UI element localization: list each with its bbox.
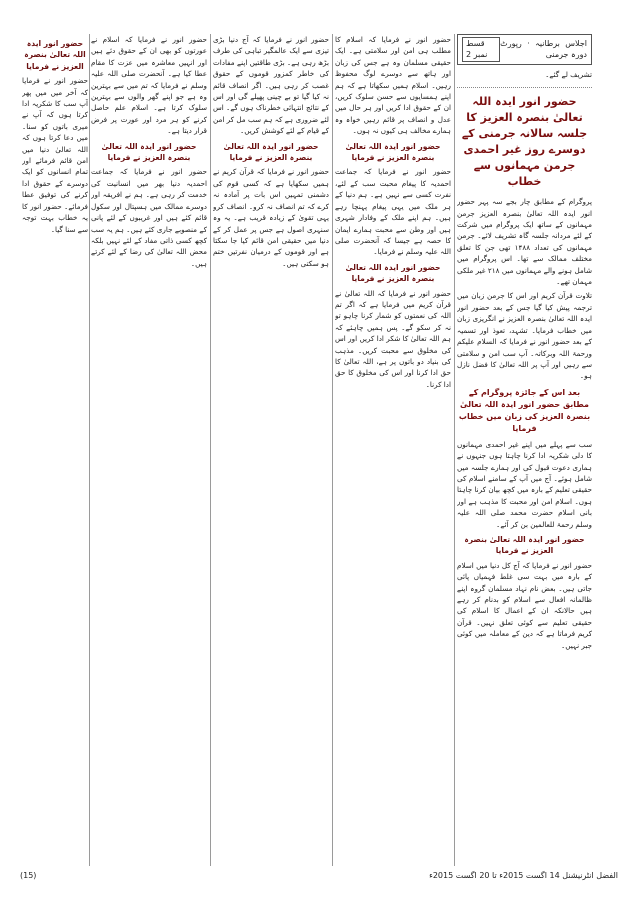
column-rule (89, 34, 90, 866)
paragraph: حضور انور نے فرمایا کہ اللہ تعالیٰ نے قرآن کریم میں فرمایا ہے کہ اگر تم اللہ کی نعمتوں کو شمار کرنا چاہو تو نہ کر سکو گے۔ پس ہمیں چاہئے کہ ہم اللہ تعالیٰ کا شکر ادا کریں اور اس کی مخلوق سے محبت کریں۔ مذہب کی بنیاد دو باتوں پر ہے، اللہ تعالیٰ کا حق ادا کرنا اور اس کی مخلوق کا حق ادا کرنا۔ (335, 288, 451, 389)
column-3 (213, 34, 329, 866)
series-title: اجلاس برطانیہ · رپورٹ دورہ جرمنی (500, 39, 587, 60)
column-2 (335, 34, 451, 866)
paragraph: حضور انور نے فرمایا کہ آخر میں میں پھر آپ سب کا شکریہ ادا کرتا ہوں کہ آپ نے میری باتوں کو سنا۔ میں دعا کرتا ہوں کہ اللہ تعالیٰ دنیا میں امن قائم فرمائے اور تمام انسانوں کو ایک دوسرے کے حقوق ادا کرنے کی توفیق عطا فرمائے۔ حضور انور کا یہ خطاب بہت توجہ سے سنا گیا۔ (22, 76, 88, 234)
column-4 (91, 34, 207, 866)
paragraph: تلاوت قرآن کریم اور اس کا جرمن زبان میں ترجمہ پیش کیا گیا جس کے بعد حضور انور ایدہ اللہ تعالیٰ بنصرہ العزیز نے انگریزی زبان میں خطاب فرمایا۔ تشہد، تعوذ اور تسمیہ کے بعد حضور انور نے فرمایا کہ السلام علیکم ورحمۃ اللہ وبرکاتہ۔ آپ سب امن و سلامتی سے رہیں اور آپ پر اللہ تعالیٰ کا فضل نازل ہو۔ (457, 291, 592, 381)
paragraph: حضور انور نے فرمایا کہ آج کل دنیا میں اسلام کے بارہ میں بہت سی غلط فہمیاں پائی جاتی ہیں۔ بعض نام نہاد مسلمان گروہ اپنے ظالمانہ افعال سے اسلام کو بدنام کر رہے ہیں حالانکہ ان کے اعمال کا اسلام کی حقیقی تعلیم سے کوئی تعلق نہیں۔ قرآن کریم فرماتا ہے کہ دین کے معاملہ میں کوئی جبر نہیں۔ (457, 560, 592, 650)
paragraph: سب سے پہلے میں اپنے غیر احمدی مہمانوں کا دلی شکریہ ادا کرنا چاہتا ہوں جنہوں نے ہماری دعوت قبول کی اور ہمارے جلسہ میں شامل ہوئے۔ آج میں آپ کے سامنے اسلام کی حقیقی تعلیم کے بارہ میں کچھ بیان کرنا چاہتا ہوں۔ اسلام امن اور محبت کا مذہب ہے اور بانی اسلام حضرت محمد صلی اللہ علیہ وسلم رحمۃ للعالمین بن کر آئے۔ (457, 439, 592, 529)
lead-text: تشریف لے گئے۔ (545, 69, 592, 79)
main-headline: حضور انور ایدہ اللہ تعالیٰ بنصرہ العزیز کا جلسہ سالانہ جرمنی کے دوسرے روز غیر احمدی جرمن مہمانوں سے خطاب (461, 95, 588, 189)
divider (457, 86, 592, 88)
subheading: حضور انور ایدہ اللہ تعالیٰ بنصرہ العزیز نے فرمایا (24, 39, 86, 71)
issue-info: الفضل انٹرنیشنل 14 اگست 2015ء تا 20 اگست 2015ء (429, 870, 618, 880)
paragraph: حضور انور نے فرمایا کہ اسلام نے عورتوں کو بھی ان کے حقوق دئے ہیں اور انہیں معاشرہ میں عزت کا مقام عطا کیا ہے۔ آنحضرت صلی اللہ علیہ وسلم نے فرمایا کہ تم میں سے بہترین وہ ہے جو اپنے گھر والوں سے بہترین سلوک کرتا ہے۔ اسلام علم حاصل کرنے کو ہر مرد اور عورت پر فرض قرار دیتا ہے۔ (91, 35, 207, 136)
paragraph: حضور انور نے فرمایا کہ جماعت احمدیہ کا پیغام محبت سب کے لئے، نفرت کسی سے نہیں ہے۔ ہم دنیا کے ہر ملک میں یہی پیغام پہنچا رہے ہیں۔ ہم اپنے ملک کے وفادار شہری ہیں اور وطن سے محبت ہمارے ایمان کا حصہ ہے جیسا کہ آنحضرت صلی اللہ علیہ وسلم نے فرمایا۔ (335, 167, 451, 257)
subheading: حضور انور ایدہ اللہ تعالیٰ بنصرہ العزیز نے فرمایا (101, 141, 197, 163)
column-rule (454, 34, 455, 866)
page-footer (20, 868, 618, 882)
column-rule (210, 34, 211, 866)
column-5 (22, 34, 88, 866)
secondary-headline: بعد اس کے جائزہ پروگرام کے مطابق حضور انور ایدہ اللہ تعالیٰ بنصرہ العزیز کی زبان میں خطاب فرمایا (458, 387, 591, 433)
subheading: حضور انور ایدہ اللہ تعالیٰ بنصرہ العزیز نے فرمایا (345, 141, 441, 163)
column-1 (457, 34, 592, 866)
page-number: (15) (20, 870, 37, 880)
paragraph: حضور انور نے فرمایا کہ قرآن کریم نے ہمیں سکھایا ہے کہ کسی قوم کی دشمنی تمہیں اس بات پر آمادہ نہ کرے کہ تم انصاف نہ کرو۔ انصاف کرو یہی تقویٰ کے زیادہ قریب ہے۔ یہ وہ سنہری اصول ہے جس پر عمل کر کے دنیا میں حقیقی امن قائم کیا جا سکتا ہے اور قوموں کے درمیان نفرتیں ختم ہو سکتی ہیں۔ (213, 167, 329, 268)
column-rule (332, 34, 333, 866)
subheading: حضور انور ایدہ اللہ تعالیٰ بنصرہ العزیز نے فرمایا (345, 262, 441, 284)
paragraph: حضور انور نے فرمایا کہ اسلام کا مطلب ہی امن اور سلامتی ہے۔ ایک حقیقی مسلمان وہ ہے جس کی زبان اور ہاتھ سے دوسرے لوگ محفوظ رہیں۔ اسلام ہمیں سکھاتا ہے کہ ہم اپنے ہمسایوں سے حسن سلوک کریں، ان کے حقوق ادا کریں اور ہر حال میں عدل و انصاف پر قائم رہیں خواہ وہ ہمارے مخالف ہی کیوں نہ ہوں۔ (335, 35, 451, 136)
paragraph: پروگرام کے مطابق چار بجے سہ پہر حضور انور ایدہ اللہ تعالیٰ بنصرہ العزیز جرمن مہمانوں کے ساتھ ایک پروگرام میں شرکت کے لئے مردانہ جلسہ گاہ تشریف لائے۔ جرمن مہمانوں کی تعداد ۱۴۸۸ تھی جن کا تعلق مختلف ممالک سے تھا۔ اس پروگرام میں شامل ہونے والے مہمانوں میں ۲۱۸ غیر ملکی مہمان تھے۔ (457, 197, 592, 287)
subheading: حضور انور ایدہ اللہ تعالیٰ بنصرہ العزیز نے فرمایا (223, 141, 319, 163)
paragraph: حضور انور نے فرمایا کہ آج دنیا بڑی تیزی سے ایک عالمگیر تباہی کی طرف بڑھ رہی ہے۔ بڑی طاقتیں اپنے مفادات کی خاطر کمزور قوموں کے حقوق غصب کر رہی ہیں۔ اگر انصاف قائم نہ کیا گیا تو بے چینی پھیلے گی اور اس کے نتائج انتہائی خطرناک ہوں گے۔ اس لئے ضروری ہے کہ ہم سب مل کر امن کے قیام کے لئے کوشش کریں۔ (213, 35, 329, 136)
subheading: حضور انور ایدہ اللہ تعالیٰ بنصرہ العزیز نے فرمایا (464, 534, 585, 556)
series-box (457, 34, 592, 65)
paragraph: حضور انور نے فرمایا کہ جماعت احمدیہ دنیا بھر میں انسانیت کی خدمت کر رہی ہے۔ ہم نے افریقہ اور دوسرے ممالک میں ہسپتال اور سکول قائم کئے ہیں اور غریبوں کے لئے پانی کے منصوبے جاری کئے ہیں۔ ہم یہ سب کچھ کسی ذاتی مفاد کے لئے نہیں بلکہ محض اللہ تعالیٰ کی رضا کے لئے کرتے ہیں۔ (91, 167, 207, 268)
series-part: قسط نمبر 2 (462, 37, 500, 62)
